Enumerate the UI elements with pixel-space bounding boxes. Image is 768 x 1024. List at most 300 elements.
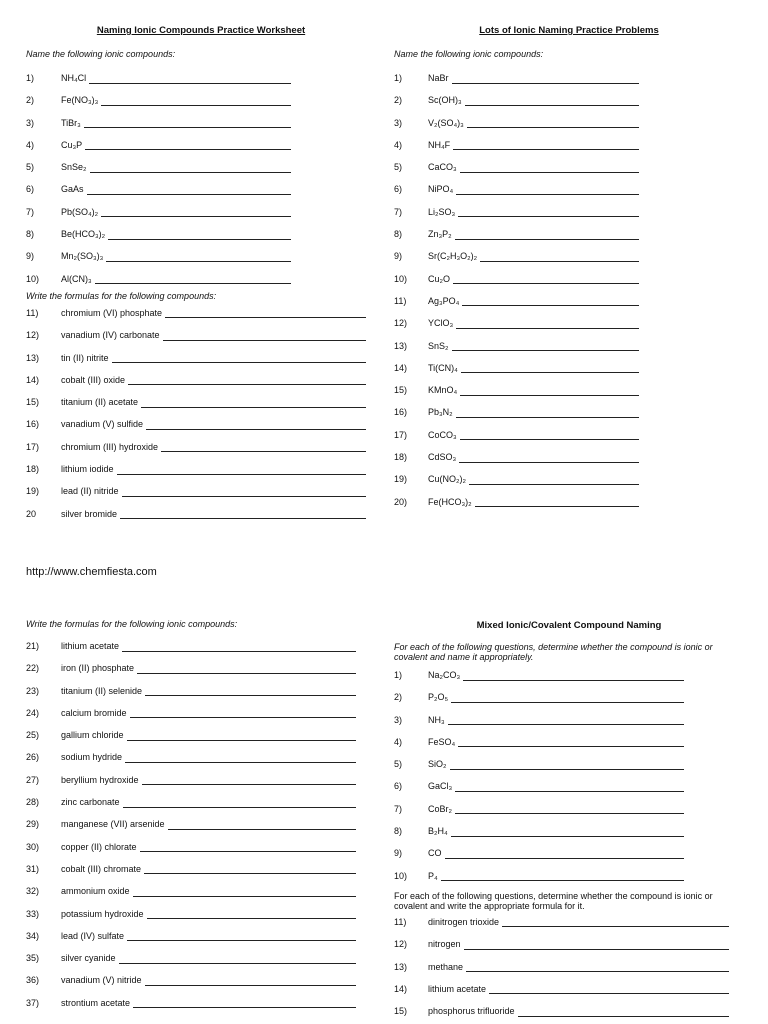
bottom-left-section [26,619,376,1014]
question-number: 14) [394,362,408,373]
answer-blank[interactable] [464,949,729,950]
question-number: 28) [26,797,40,808]
question-item [394,978,744,1000]
answer-blank[interactable] [465,105,639,106]
question-item [26,969,376,991]
question-text: calcium bromide [61,707,127,718]
answer-blank[interactable] [461,372,639,373]
question-number: 2) [394,692,403,703]
bottom-right-section [394,619,744,1022]
question-text: Fe(HCO₃)₂ [428,496,472,507]
question-number: 5) [26,162,35,173]
answer-blank[interactable] [142,784,356,785]
question-text: NH₃ [428,714,445,725]
question-text: B₂H₄ [428,826,448,837]
worksheet-title: Naming Ionic Compounds Practice Worksheet [96,25,306,36]
question-text: CoBr₂ [428,803,452,814]
answer-blank[interactable] [469,484,639,485]
question-text: CaCO₃ [428,162,457,173]
question-text: titanium (II) selenide [61,685,143,696]
question-text: beryllium hydroxide [61,774,139,785]
question-item [394,842,744,864]
question-text: gallium chloride [61,730,124,741]
question-item [394,956,744,978]
question-number: 20 [26,508,37,519]
question-text: cobalt (III) chromate [61,863,142,874]
answer-blank[interactable] [168,829,356,830]
question-item [26,134,376,156]
answer-blank[interactable] [84,127,291,128]
answer-blank[interactable] [122,651,356,652]
question-item [394,709,744,731]
question-number: 15) [26,397,40,408]
question-item [394,491,744,513]
question-text: phosphorus trifluoride [428,1006,515,1017]
question-text: vanadium (IV) carbonate [61,330,160,341]
question-item [394,446,744,468]
question-text: strontium acetate [61,997,131,1008]
answer-blank[interactable] [101,216,291,217]
instruction-name: Name the following ionic compounds: [26,49,176,59]
answer-blank[interactable] [108,239,291,240]
instruction-name-right: Name the following ionic compounds: [394,49,544,59]
question-number: 13) [394,340,408,351]
question-text: FeSO₄ [428,736,456,747]
question-number: 7) [394,206,403,217]
question-text: iron (II) phosphate [61,663,135,674]
question-number: 6) [394,184,403,195]
question-item [394,933,744,955]
question-item [394,468,744,490]
question-number: 15) [394,1006,408,1017]
question-number: 16) [394,407,408,418]
question-number: 11) [394,295,407,306]
question-text: Fe(NO₃)₃ [61,95,99,106]
answer-blank[interactable] [128,384,366,385]
answer-blank[interactable] [456,194,639,195]
question-number: 35) [26,953,40,964]
answer-blank[interactable] [460,395,639,396]
question-item [26,503,376,525]
answer-blank[interactable] [122,496,366,497]
answer-blank[interactable] [489,993,729,994]
question-number: 2) [26,95,35,106]
question-item [26,657,376,679]
question-text: GaCl₃ [428,781,453,792]
answer-blank[interactable] [462,305,639,306]
question-text: silver cyanide [61,953,116,964]
answer-blank[interactable] [455,791,684,792]
question-text: Mn₂(SO₃)₃ [61,251,104,262]
question-number: 14) [26,374,40,385]
question-number: 7) [26,206,35,217]
question-number: 6) [26,184,35,195]
question-text: Be(HCO₃)₂ [61,229,106,240]
question-text: Cu₂O [428,273,450,284]
question-text: chromium (III) hydroxide [61,441,159,452]
question-number: 37) [26,997,40,1008]
question-item [26,436,376,458]
answer-blank[interactable] [144,873,356,874]
answer-blank[interactable] [133,1007,356,1008]
question-number: 34) [26,930,40,941]
question-item [26,324,376,346]
answer-blank[interactable] [466,971,729,972]
answer-blank[interactable] [112,362,366,363]
question-text: vanadium (V) nitride [61,975,142,986]
question-text: manganese (VII) arsenide [61,819,165,830]
answer-blank[interactable] [518,1016,729,1017]
answer-blank[interactable] [456,417,639,418]
question-text: SnS₂ [428,340,449,351]
question-item [26,702,376,724]
question-text: Al(CN)₃ [61,273,92,284]
question-item [394,865,744,887]
mixed-naming-title: Mixed Ionic/Covalent Compound Naming [476,620,662,631]
question-number: 22) [26,663,40,674]
right-names-list [394,67,744,513]
question-text: TiBr₃ [61,117,81,128]
question-number: 3) [26,117,35,128]
question-text: lithium iodide [61,464,114,475]
question-text: dinitrogen trioxide [428,916,500,927]
question-number: 23) [26,685,40,696]
question-number: 33) [26,908,40,919]
answer-blank[interactable] [130,717,356,718]
question-item [394,178,744,200]
question-item [26,992,376,1014]
question-item [394,312,744,334]
question-text: CdSO₃ [428,452,457,463]
question-number: 1) [26,73,35,83]
question-item [394,775,744,797]
question-item [394,911,744,933]
question-number: 12) [394,318,408,329]
answer-blank[interactable] [87,194,291,195]
top-right-section [394,24,744,513]
question-item [394,1000,744,1022]
question-text: Sr(C₂H₃O₂)₂ [428,251,478,262]
question-item [26,769,376,791]
answer-blank[interactable] [453,283,639,284]
question-number: 4) [394,736,403,747]
question-number: 11) [394,916,407,927]
question-text: P₄ [428,870,438,881]
question-text: YClO₃ [428,318,454,329]
question-number: 24) [26,707,40,718]
question-item [26,245,376,267]
question-text: SiO₂ [428,759,447,770]
question-text: titanium (II) acetate [61,397,139,408]
question-number: 9) [394,848,403,859]
question-number: 18) [26,464,40,475]
question-item [394,401,744,423]
answer-blank[interactable] [456,328,639,329]
question-number: 14) [394,983,408,994]
question-item [394,731,744,753]
question-item [26,89,376,111]
question-text: cobalt (III) oxide [61,374,126,385]
question-item [26,413,376,435]
question-number: 11) [26,307,39,318]
question-text: lithium acetate [428,983,487,994]
answer-blank[interactable] [467,127,639,128]
question-number: 17) [26,441,40,452]
question-number: 7) [394,803,403,814]
question-item [26,268,376,290]
question-item [394,268,744,290]
question-number: 32) [26,886,40,897]
answer-blank[interactable] [95,283,291,284]
ionic-formulas-list [26,635,376,1014]
answer-blank[interactable] [127,740,356,741]
answer-blank[interactable] [463,680,684,681]
question-number: 8) [394,826,403,837]
question-number: 4) [394,139,403,150]
question-number: 9) [26,251,35,262]
question-item [26,813,376,835]
question-item [26,369,376,391]
practice-problems-title: Lots of Ionic Naming Practice Problems [479,25,659,36]
answer-blank[interactable] [85,149,291,150]
question-number: 26) [26,752,40,763]
question-number: 1) [394,73,403,83]
question-item [394,112,744,134]
question-text: potassium hydroxide [61,908,144,919]
question-item [394,820,744,842]
answer-blank[interactable] [140,851,356,852]
question-item [394,156,744,178]
question-text: Ag₃PO₄ [428,295,460,306]
answer-blank[interactable] [146,429,366,430]
question-number: 29) [26,819,40,830]
question-text: tin (II) nitrite [61,352,109,363]
question-item [26,347,376,369]
instruction-mixed-names: For each of the following questions, determine whether the compound is ionic or covalent and name it appropriately. [394,642,713,662]
answer-blank[interactable] [450,769,684,770]
question-item [26,680,376,702]
question-text: NH₄F [428,139,451,150]
question-number: 1) [394,670,403,680]
question-item [26,67,376,89]
question-text: SnSe₂ [61,162,87,173]
names-list [26,67,376,290]
answer-blank[interactable] [460,439,639,440]
answer-blank[interactable] [475,506,639,507]
answer-blank[interactable] [502,926,729,927]
question-text: CoCO₃ [428,429,457,440]
question-text: Pb(SO₄)₂ [61,206,99,217]
answer-blank[interactable] [441,880,684,881]
question-number: 3) [394,117,403,128]
question-item [26,201,376,223]
instruction-formulas-ionic: Write the formulas for the following ionic compounds: [26,619,238,629]
question-text: Pb₃N₂ [428,407,453,418]
question-text: KMnO₄ [428,385,458,396]
answer-blank[interactable] [451,702,684,703]
answer-blank[interactable] [161,451,366,452]
question-text: lead (II) nitride [61,486,119,497]
answer-blank[interactable] [123,807,356,808]
answer-blank[interactable] [452,83,639,84]
source-url[interactable]: http://www.chemfiesta.com [26,566,157,578]
answer-blank[interactable] [145,985,356,986]
answer-blank[interactable] [137,673,356,674]
question-text: sodium hydride [61,752,123,763]
question-item [394,290,744,312]
question-item [26,880,376,902]
question-text: NaBr [428,73,449,83]
answer-blank[interactable] [133,896,356,897]
question-text: Cu(NO₂)₂ [428,474,466,485]
question-number: 13) [26,352,40,363]
question-number: 31) [26,863,40,874]
question-item [26,112,376,134]
question-text: ammonium oxide [61,886,130,897]
question-item [394,67,744,89]
answer-blank[interactable] [445,858,684,859]
question-item [394,798,744,820]
question-number: 20) [394,496,408,507]
question-item [394,686,744,708]
question-number: 16) [26,419,40,430]
answer-blank[interactable] [141,407,366,408]
question-text: Cu₃P [61,139,83,150]
question-number: 36) [26,975,40,986]
answer-blank[interactable] [458,746,684,747]
mixed-names-list [394,664,744,887]
question-text: NiPO₄ [428,184,454,195]
question-text: NH₄Cl [61,73,87,83]
question-item [26,903,376,925]
question-text: P₂O₅ [428,692,449,703]
question-text: methane [428,961,464,972]
answer-blank[interactable] [120,518,366,519]
question-text: lead (IV) sulfate [61,930,125,941]
question-number: 8) [394,229,403,240]
question-text: chromium (VI) phosphate [61,307,163,318]
answer-blank[interactable] [460,172,639,173]
question-number: 12) [26,330,40,341]
formulas-list [26,302,376,525]
question-item [26,635,376,657]
question-text: Ti(CN)₄ [428,362,458,373]
question-text: copper (II) chlorate [61,841,137,852]
mixed-formulas-list [394,911,744,1022]
answer-blank[interactable] [448,724,684,725]
answer-blank[interactable] [453,149,639,150]
question-number: 18) [394,452,408,463]
answer-blank[interactable] [145,695,356,696]
answer-blank[interactable] [90,172,291,173]
question-item [26,480,376,502]
top-left-section [26,24,376,525]
question-item [26,724,376,746]
question-item [26,925,376,947]
answer-blank[interactable] [480,261,639,262]
answer-blank[interactable] [125,762,356,763]
question-item [26,836,376,858]
question-text: Na₂CO₃ [428,670,461,680]
question-item [26,858,376,880]
answer-blank[interactable] [163,340,366,341]
question-number: 8) [26,229,35,240]
question-number: 10) [394,870,408,881]
question-item [394,664,744,686]
question-text: lithium acetate [61,641,120,651]
question-item [26,458,376,480]
question-text: GaAs [61,184,84,195]
question-item [394,357,744,379]
question-text: Sc(OH)₃ [428,95,462,106]
question-number: 13) [394,961,408,972]
question-number: 6) [394,781,403,792]
question-item [394,245,744,267]
question-item [26,223,376,245]
question-number: 17) [394,429,408,440]
question-text: V₂(SO₄)₃ [428,117,464,128]
answer-blank[interactable] [101,105,291,106]
question-number: 25) [26,730,40,741]
question-number: 30) [26,841,40,852]
answer-blank[interactable] [106,261,291,262]
question-item [26,791,376,813]
answer-blank[interactable] [147,918,356,919]
question-text: nitrogen [428,939,461,950]
answer-blank[interactable] [127,940,356,941]
question-item [394,379,744,401]
question-item [394,424,744,446]
question-text: Zn₃P₂ [428,229,452,240]
question-item [26,178,376,200]
question-number: 10) [26,273,40,284]
question-item [26,391,376,413]
question-number: 10) [394,273,408,284]
answer-blank[interactable] [117,474,366,475]
answer-blank[interactable] [165,317,366,318]
question-number: 19) [394,474,408,485]
question-number: 3) [394,714,403,725]
question-item [394,134,744,156]
question-item [26,947,376,969]
question-number: 4) [26,139,35,150]
question-number: 9) [394,251,403,262]
answer-blank[interactable] [119,963,356,964]
question-item [394,223,744,245]
question-text: zinc carbonate [61,797,120,808]
question-number: 15) [394,385,408,396]
question-item [26,746,376,768]
question-item [394,201,744,223]
question-item [394,753,744,775]
question-text: CO [428,848,442,859]
answer-blank[interactable] [458,216,639,217]
answer-blank[interactable] [459,462,639,463]
answer-blank[interactable] [455,239,639,240]
question-number: 19) [26,486,40,497]
question-text: silver bromide [61,508,118,519]
answer-blank[interactable] [89,83,291,84]
answer-blank[interactable] [451,836,684,837]
answer-blank[interactable] [452,350,639,351]
question-number: 5) [394,759,403,770]
answer-blank[interactable] [455,813,684,814]
question-item [26,156,376,178]
question-number: 21) [26,641,40,651]
question-item [26,302,376,324]
question-item [394,335,744,357]
instruction-formulas: Write the formulas for the following compounds: [26,290,217,301]
